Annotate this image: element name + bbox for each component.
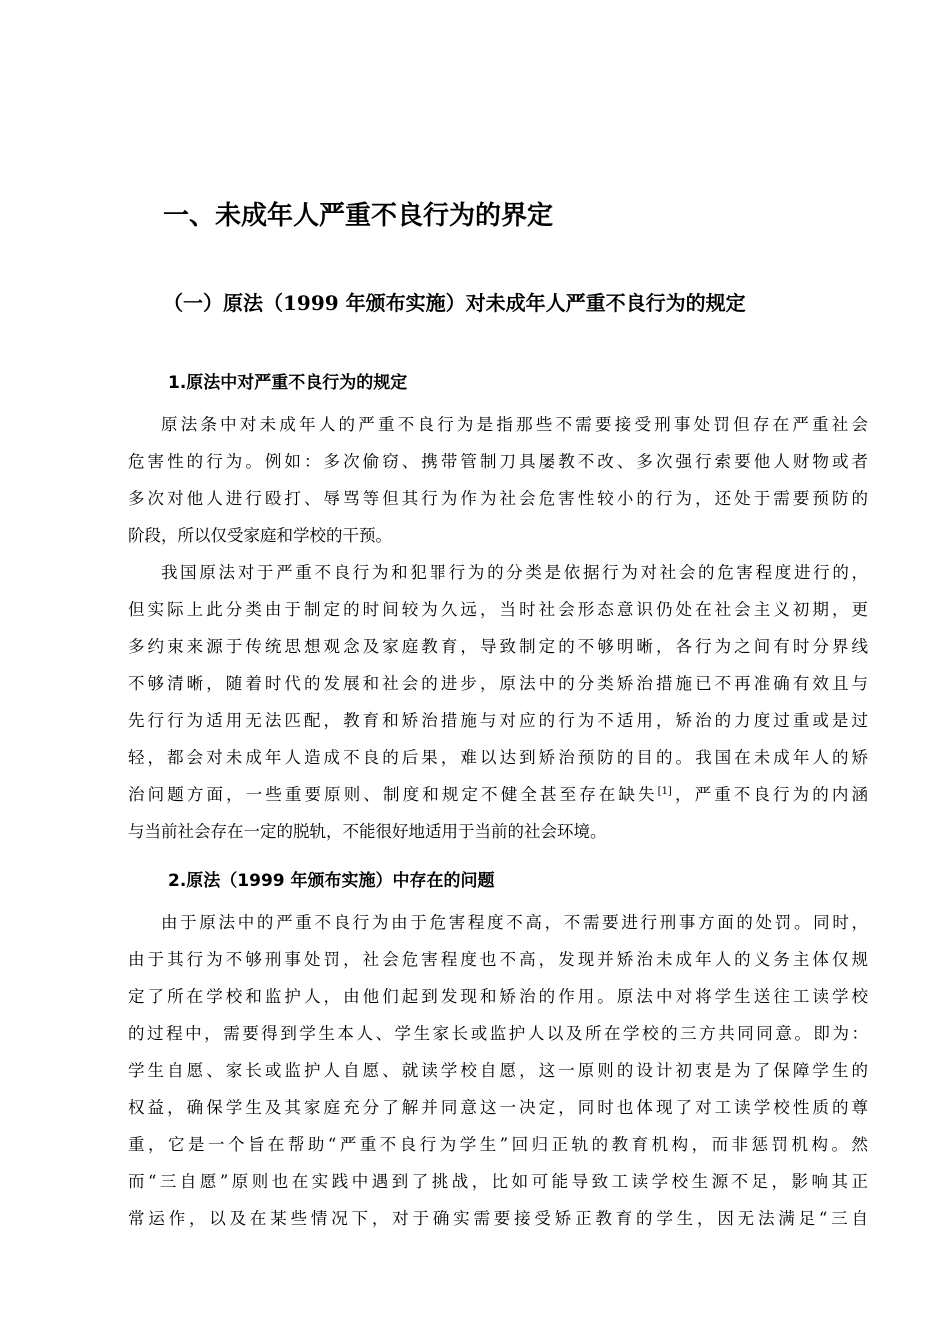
text-segment: ，严重不良行为的内涵 xyxy=(671,785,869,804)
text-line: 常运作，以及在某些情况下，对于确实需要接受矫正教育的学生，因无法满足“三自 xyxy=(128,1209,868,1228)
footnote-reference[interactable]: [1] xyxy=(657,786,672,797)
text-line: 定了所在学校和监护人，由他们起到发现和矫治的作用。原法中对将学生送往工读学校 xyxy=(128,987,868,1006)
text-line: 我国原法对于严重不良行为和犯罪行为的分类是依据行为对社会的危害程度进行的， xyxy=(161,563,868,582)
text-line: 由于其行为不够刑事处罚，社会危害程度也不高，发现并矫治未成年人的义务主体仅规 xyxy=(128,950,868,969)
text-line: 重，它是一个旨在帮助“严重不良行为学生”回归正轨的教育机构，而非惩罚机构。然 xyxy=(128,1135,868,1154)
text-line: 多约束来源于传统思想观念及家庭教育，导致制定的不够明晰，各行为之间有时分界线 xyxy=(128,637,868,656)
subsection-heading-1: 1.原法中对严重不良行为的规定 xyxy=(168,373,408,393)
text-line: 轻，都会对未成年人造成不良的后果，难以达到矫治预防的目的。我国在未成年人的矫 xyxy=(128,748,868,767)
text-line: 与当前社会存在一定的脱轨，不能很好地适用于当前的社会环境。 xyxy=(128,822,607,841)
text-line: 学生自愿、家长或监护人自愿、就读学校自愿，这一原则的设计初衷是为了保障学生的 xyxy=(128,1061,868,1080)
chapter-heading: 一、未成年人严重不良行为的界定 xyxy=(163,201,554,231)
paragraph-2 xyxy=(128,554,868,850)
text-line: 由于原法中的严重不良行为由于危害程度不高，不需要进行刑事方面的处罚。同时， xyxy=(161,913,868,932)
text-line: 权益，确保学生及其家庭充分了解并同意这一决定，同时也体现了对工读学校性质的尊 xyxy=(128,1098,868,1117)
text-line: 阶段，所以仅受家庭和学校的干预。 xyxy=(128,526,392,545)
text-line: 多次对他人进行殴打、辱骂等但其行为作为社会危害性较小的行为，还处于需要预防的 xyxy=(128,489,868,508)
text-line: 但实际上此分类由于制定的时间较为久远，当时社会形态意识仍处在社会主义初期，更 xyxy=(128,600,868,619)
paragraph-3 xyxy=(128,904,868,1237)
subsection-heading-2: 2.原法（1999 年颁布实施）中存在的问题 xyxy=(168,871,495,891)
text-line: 危害性的行为。例如：多次偷窃、携带管制刀具屡教不改、多次强行索要他人财物或者 xyxy=(128,452,868,471)
text-line: 不够清晰，随着时代的发展和社会的进步，原法中的分类矫治措施已不再准确有效且与 xyxy=(128,674,868,693)
text-line: 原法条中对未成年人的严重不良行为是指那些不需要接受刑事处罚但存在严重社会 xyxy=(161,415,868,434)
text-segment: 治问题方面，一些重要原则、制度和规定不健全甚至存在缺失 xyxy=(128,785,658,804)
text-line: 而“三自愿”原则也在实践中遇到了挑战，比如可能导致工读学校生源不足，影响其正 xyxy=(128,1172,868,1191)
paragraph-1 xyxy=(128,406,868,554)
text-line: 先行行为适用无法匹配，教育和矫治措施与对应的行为不适用，矫治的力度过重或是过 xyxy=(128,711,868,730)
text-line xyxy=(128,776,868,813)
text-line: 的过程中，需要得到学生本人、学生家长或监护人以及所在学校的三方共同同意。即为： xyxy=(128,1024,868,1043)
section-heading: （一）原法（1999 年颁布实施）对未成年人严重不良行为的规定 xyxy=(163,291,746,315)
